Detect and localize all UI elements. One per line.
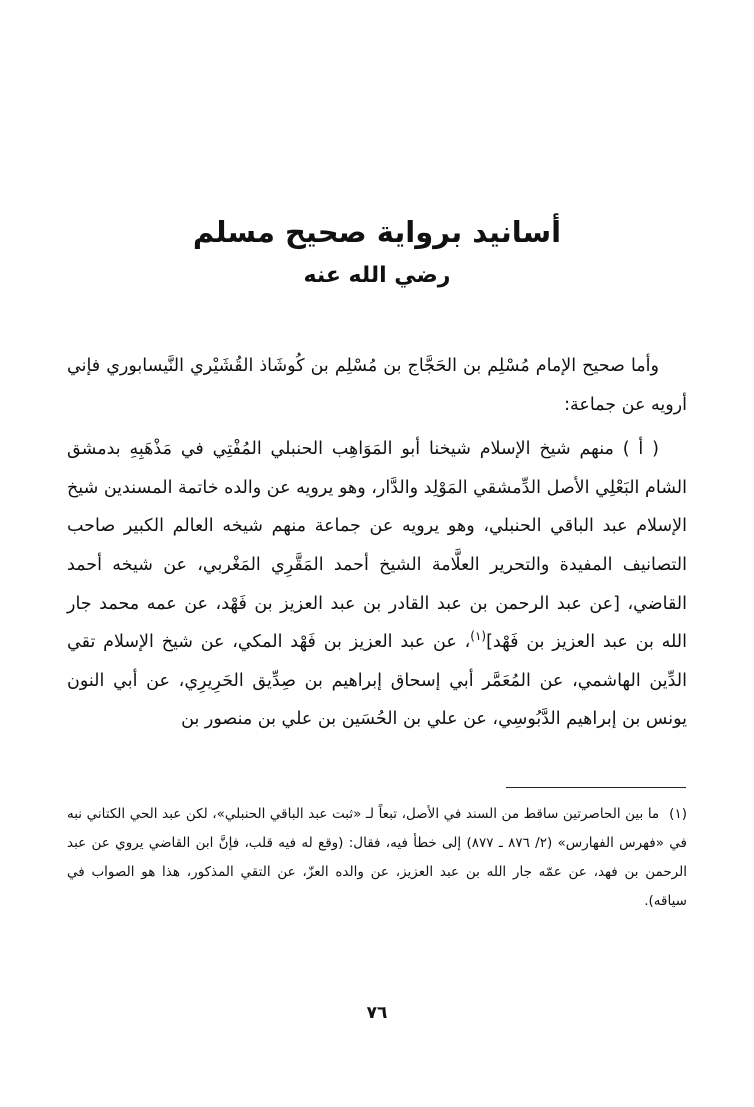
footnote-1 [67, 800, 687, 916]
page-subtitle: رضي الله عنه [303, 263, 451, 288]
page-number: ٧٦ [366, 1003, 388, 1023]
page-title: أسانيد برواية صحيح مسلم [192, 215, 562, 249]
paragraph-a [67, 430, 687, 739]
paragraph-a-text-1: ( أ ) منهم شيخ الإسلام شيخنا أبو المَوَاهِب الحنبلي المُفْتِي في مَذْهَبِهِ بدمشق الشام البَعْلِي الأصل الدِّمشقي المَوْلِد والدَّار، وهو يرويه عن والده خاتمة المسندين شيخ الإسلام عبد الباقي الحنبلي، وهو يرويه عن جماعة منهم شيخه العالم الكبير صاحب التصانيف المفيدة والتحرير العلَّامة الشيخ أحمد المَقَّرِي المَغْربي، عن شيخه أحمد القاضي، [عن عبد الرحمن بن عبد القادر بن عبد العزيز بن فَهْد، عن عمه محمد جار الله بن عبد العزيز بن فَهْد] [67, 439, 687, 653]
footnotes [67, 800, 687, 916]
footnote-text: ما بين الحاصرتين ساقط من السند في الأصل، تبعاً لـ «ثبت عبد الباقي الحنبلي»، لكن عبد الحي الكتاني نبه في «فهرس الفهارس» (٢/ ٨٧٦ ـ ٨٧٧) إلى خطأ فيه، فقال: (وقع له فيه قلب، فإنَّ ابن القاضي يروي عن عبد الرحمن بن فهد، عن عمّه جار الله بن عبد العزيز، عن والده العزّ، عن التقي المذكور، هذا هو الصواب في سياقه). [67, 806, 688, 909]
intro-paragraph: وأما صحيح الإمام مُسْلِم بن الحَجَّاج بن مُسْلِم بن كُوشَاذ القُشَيْري النَّيسابوري فإني أرويه عن جماعة: [67, 356, 687, 415]
footnote-separator [506, 787, 686, 788]
paragraph-a-text-2: ، عن عبد العزيز بن فَهْد المكي، عن شيخ الإسلام تقي الدِّين الهاشمي، عن المُعَمَّر أبي إسحاق إبراهيم بن صِدِّيق الحَرِيرِي، عن أبي النون يونس بن إبراهيم الدَّبُوسِي، عن علي بن الحُسَين بن علي بن منصور بن [67, 632, 687, 730]
footnote-reference: (١) [470, 629, 487, 644]
main-text [67, 347, 687, 739]
footnote-number: (١) [669, 806, 687, 822]
